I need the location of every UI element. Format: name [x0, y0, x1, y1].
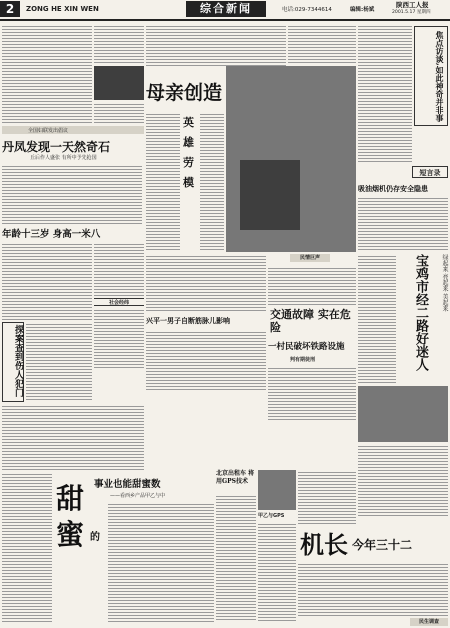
row-two-left-headline: 年龄十三岁 身高一米八: [2, 229, 101, 240]
bj-article: [216, 494, 256, 622]
mid-left-article: [2, 164, 142, 224]
jichang-article: [298, 562, 448, 616]
left-boxed-title-box: [2, 322, 24, 402]
feature-photo-detail: [240, 160, 300, 230]
mid-left-kicker: 丘后作人盛张 有所中予先抢国: [30, 155, 97, 161]
top-left-text-2: [94, 24, 144, 64]
top-left-inset: [94, 66, 144, 100]
gps-article: [258, 522, 296, 622]
right-photo: [358, 386, 448, 442]
comment-tag: 短言录: [412, 166, 448, 178]
subtitle-char-1: 英: [183, 116, 194, 129]
hand-headline: 交通故障 实在危险: [270, 308, 351, 334]
right-article-a: [358, 196, 448, 252]
right-headline-b: 宝鸡市经二路好迷人: [413, 254, 428, 371]
right-upper-text: [288, 24, 356, 64]
sweet-title-2: 蜜: [56, 518, 85, 551]
right-article-b: [358, 254, 396, 384]
masthead: [0, 0, 450, 22]
road-kicker: 判有期徒刑: [290, 357, 316, 363]
masthead-editor: 编辑:杨斌: [350, 7, 375, 13]
sweet-article: [108, 502, 214, 622]
road-article: [268, 366, 356, 422]
bottom-left-article: [2, 472, 52, 622]
center-upper-text: [146, 24, 286, 66]
ticker-text: 全国妇联发出倡议: [28, 128, 69, 134]
right-article-c: [358, 444, 448, 516]
page-number: 2: [0, 1, 20, 17]
road-headline: 一村民破坏铁路设施: [268, 342, 345, 352]
top-left-text-3: [94, 102, 144, 124]
feature-title-a: 母亲创造: [146, 82, 223, 104]
newspaper-name: 陕西工人报: [396, 1, 429, 9]
top-left-text: [2, 24, 92, 124]
jichang-title: 机长: [300, 530, 348, 559]
masthead-rule: [0, 19, 450, 21]
bracket-title: 焦点访谈,如此神奇并非事: [435, 31, 445, 122]
right-headline-b-kicker: 绿起来 亮起来 美起来: [441, 254, 448, 312]
center-photo-text-2: [200, 112, 224, 252]
row-two-left-article-3: [94, 308, 144, 368]
row-two-left-tag: 社会经纬: [94, 298, 144, 306]
mid-left-headline: 丹凤发现一天然奇石: [2, 140, 111, 154]
center-photo-text: [146, 112, 180, 252]
row-two-left-article: [2, 242, 92, 320]
row-two-mid-tag: 民情巨声: [290, 254, 330, 262]
bracket-title-box: [414, 26, 448, 126]
subtitle-char-4: 模: [183, 176, 194, 189]
far-right-text: [358, 24, 412, 164]
subtitle-char-3: 劳: [183, 156, 194, 169]
masthead-date: 2001.5.17 星期四: [392, 10, 431, 15]
left-lower-article: [2, 404, 144, 470]
row-two-mid-headline: 兴平一男子自断筋脉儿影响: [146, 316, 230, 325]
sweet-title-1: 甜: [56, 482, 85, 515]
gps-headline: 甲乙与GPS: [258, 513, 285, 519]
hand-article-top: [268, 266, 356, 306]
row-two-mid-article-2: [146, 330, 266, 390]
right-headline-a: 吸油烟机仍存安全隐患: [358, 184, 428, 193]
row-two-left-article-2: [94, 242, 144, 296]
bottom-right-tag: 民生调查: [410, 618, 448, 626]
feature-vertical-title: [182, 114, 200, 234]
subtitle-char-2: 雄: [183, 136, 194, 149]
sweet-sub: ——看西乡产品甲乙与中: [110, 493, 166, 499]
bj-headline: 北京出租车 将用GPS技术: [216, 470, 255, 485]
masthead-phone: 电话:029-7344614: [282, 7, 332, 13]
jichang-article-top: [298, 470, 356, 526]
row-two-mid-article: [146, 254, 266, 312]
sweet-title-3: 的: [90, 532, 100, 543]
bottom-photo: [258, 470, 296, 510]
section-title: 综合新闻: [186, 1, 266, 17]
ticker-bar: [2, 126, 144, 134]
left-boxed-article: [26, 322, 92, 402]
sweet-side-title: 事业也能甜蜜数: [94, 479, 161, 490]
jichang-sub: 今年三十二: [352, 538, 413, 552]
masthead-pinyin: ZONG HE XIN WEN: [26, 5, 99, 13]
left-boxed-title: 探案查到伤人犯门: [13, 325, 23, 397]
